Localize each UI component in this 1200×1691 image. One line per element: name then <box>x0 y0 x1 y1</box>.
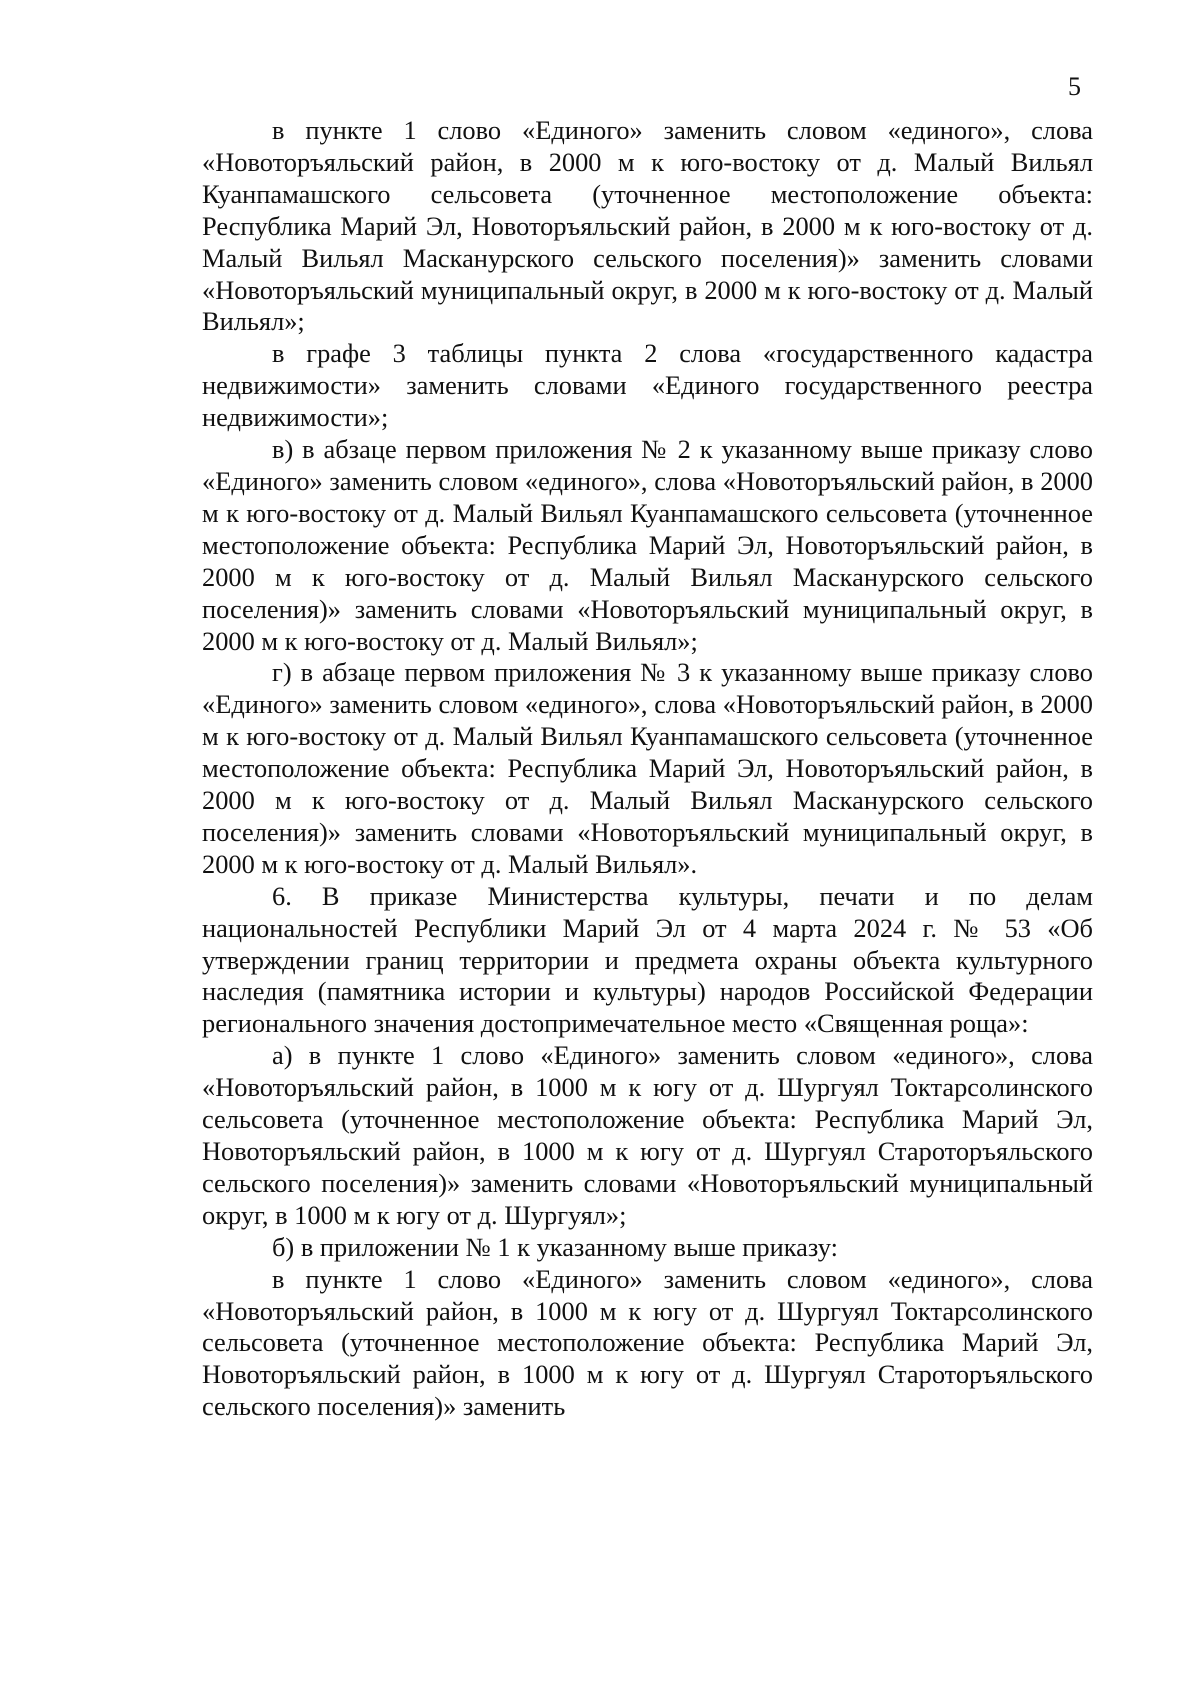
paragraph-item-1-replacement: в пункте 1 слово «Единого» заменить словом «единого», слова «Новоторъяльский район, в 2000 м к юго-востоку от д. Малый Вильял Куанпамашского сельсовета (уточненное местоположение объекта: Республика Марий Эл, Новоторъяльский район, в 2000 м к юго-востоку от д. Малый Вильял Масканурского сельского поселения)» заменить словами «Новоторъяльский муниципальный округ, в 2000 м к юго-востоку от д. Малый Вильял»; <box>202 115 1093 337</box>
paragraph-appendix-2: в) в абзаце первом приложения № 2 к указанному выше приказу слово «Единого» заменить словом «единого», слова «Новоторъяльский район, в 2000 м к юго-востоку от д. Малый Вильял Куанпамашского сельсовета (уточненное местоположение объекта: Республика Марий Эл, Новоторъяльский район, в 2000 м к юго-востоку от д. Малый Вильял Масканурского сельского поселения)» заменить словами «Новоторъяльский муниципальный округ, в 2000 м к юго-востоку от д. Малый Вильял»; <box>202 434 1093 656</box>
paragraph-column-3-replacement: в графе 3 таблицы пункта 2 слова «государственного кадастра недвижимости» заменить словами «Единого государственного реестра недвижимости»; <box>202 338 1093 433</box>
paragraph-section-6b: б) в приложении № 1 к указанному выше приказу: <box>272 1231 838 1262</box>
document-body <box>202 115 1093 1423</box>
page-number: 5 <box>1068 72 1081 101</box>
paragraph-section-6a: а) в пункте 1 слово «Единого» заменить словом «единого», слова «Новоторъяльский район, в 1000 м к югу от д. Шургуял Токтарсолинского сельсовета (уточненное местоположение объекта: Республика Марий Эл, Новоторъяльский район, в 1000 м к югу от д. Шургуял Староторъяльского сельского поселения)» заменить словами «Новоторъяльский муниципальный округ, в 1000 м к югу от д. Шургуял»; <box>202 1040 1093 1230</box>
paragraph-appendix-3: г) в абзаце первом приложения № 3 к указанному выше приказу слово «Единого» заменить словом «единого», слова «Новоторъяльский район, в 2000 м к юго-востоку от д. Малый Вильял Куанпамашского сельсовета (уточненное местоположение объекта: Республика Марий Эл, Новоторъяльский район, в 2000 м к юго-востоку от д. Малый Вильял Масканурского сельского поселения)» заменить словами «Новоторъяльский муниципальный округ, в 2000 м к юго-востоку от д. Малый Вильял». <box>202 657 1093 879</box>
paragraph-section-6b-item-1: в пункте 1 слово «Единого» заменить словом «единого», слова «Новоторъяльский район, в 1000 м к югу от д. Шургуял Токтарсолинского сельсовета (уточненное местоположение объекта: Республика Марий Эл, Новоторъяльский район, в 1000 м к югу от д. Шургуял Староторъяльского сельского поселения)» заменить <box>202 1263 1093 1422</box>
paragraph-section-6: 6. В приказе Министерства культуры, печати и по делам национальностей Республики Марий Эл от 4 марта 2024 г. № 53 «Об утверждении границ территории и предмета охраны объекта культурного наследия (памятника истории и культуры) народов Российской Федерации регионального значения достопримечательное место «Священная роща»: <box>202 880 1093 1039</box>
